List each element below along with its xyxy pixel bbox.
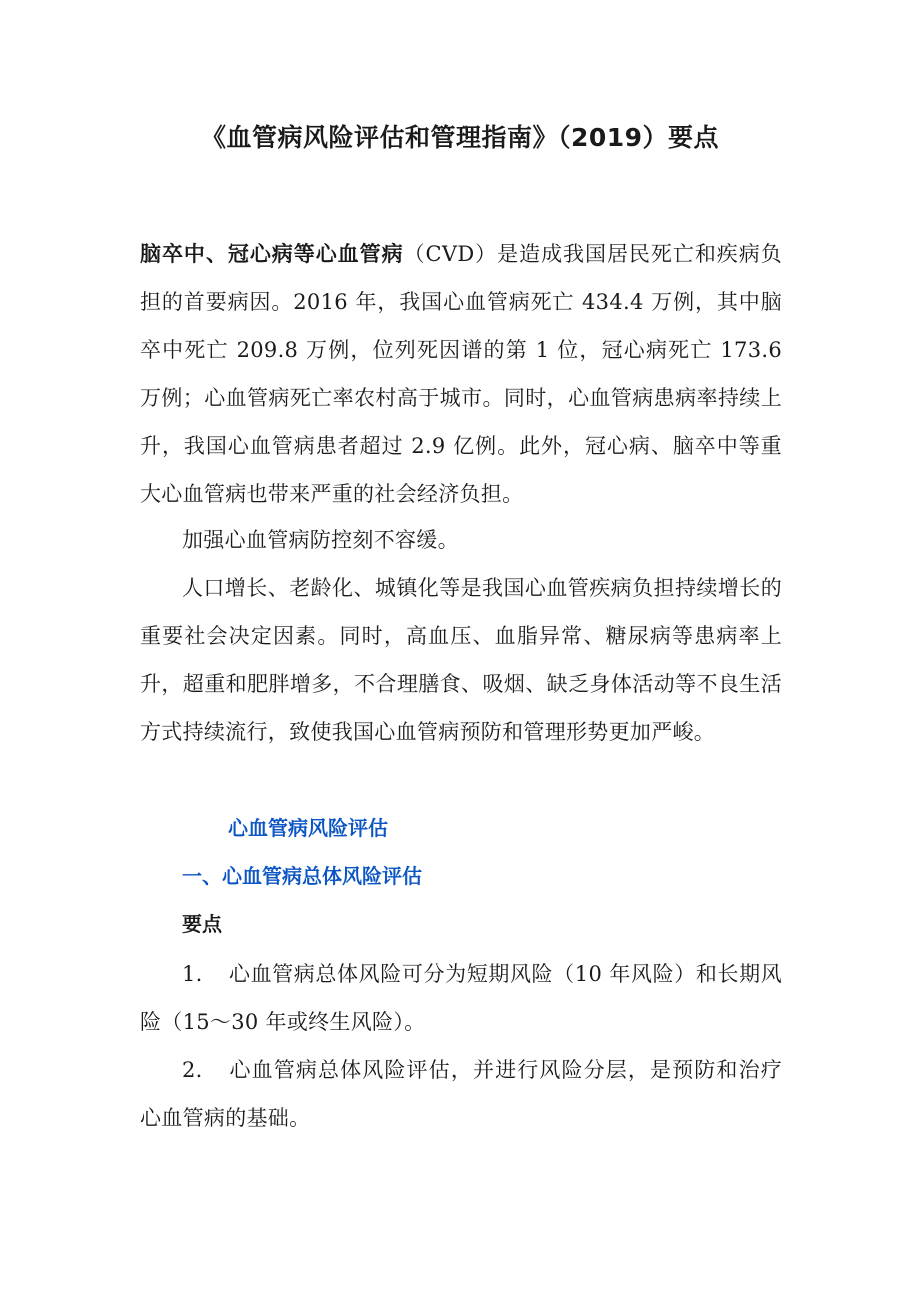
list-item [140,1046,782,1142]
intro-lead-bold: 脑卒中、冠心病等心血管病 [140,242,404,266]
paragraph-urgency: 加强心血管病防控刻不容缓。 [182,528,459,552]
list-item [140,950,782,1046]
document-title: 《血管病风险评估和管理指南》（2019）要点 [200,123,720,152]
intro-text: （CVD）是造成我国居民死亡和疾病负担的首要病因。2016 年，我国心血管病死亡 434.4 万例，其中脑卒中死亡 209.8 万例，位列死因谱的第 1 位，冠心病死亡 173.6 万例；心血管病死亡率农村高于城市。同时，心血管病患病率持续上升，我国心血管病患者超过 2.9 亿例。此外，冠心病、脑卒中等重大心血管病也带来严重的社会经济负担。 [140,242,783,506]
list-item-number: 1. [182,962,203,986]
subsection-heading: 一、心血管病总体风险评估 [182,864,422,888]
key-points-heading: 要点 [182,912,222,936]
section-heading: 心血管病风险评估 [228,816,388,840]
list-item-text: 心血管病总体风险可分为短期风险（10 年风险）和长期风险（15～30 年或终生风险）。 [140,962,782,1034]
list-item-number: 2. [182,1058,203,1082]
intro-paragraph [140,230,782,518]
list-item-text: 心血管病总体风险评估，并进行风险分层，是预防和治疗心血管病的基础。 [140,1058,782,1130]
paragraph-drivers: 人口增长、老龄化、城镇化等是我国心血管疾病负担持续增长的重要社会决定因素。同时，高血压、血脂异常、糖尿病等患病率上升，超重和肥胖增多，不合理膳食、吸烟、缺乏身体活动等不良生活方式持续流行，致使我国心血管病预防和管理形势更加严峻。 [140,576,782,744]
